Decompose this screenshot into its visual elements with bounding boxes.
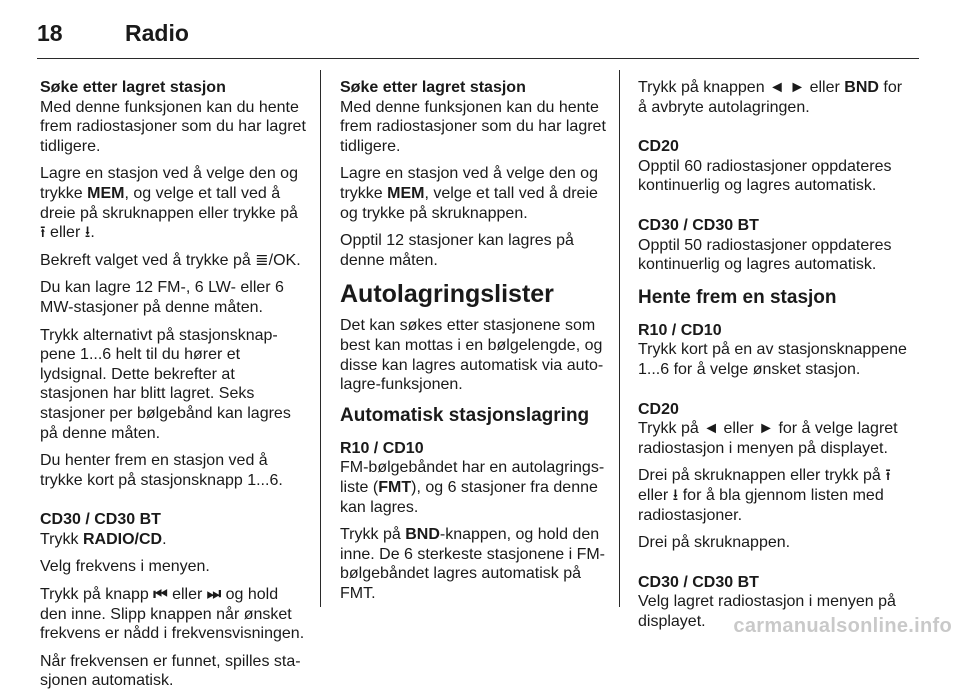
paragraph: Opptil 60 radiostasjoner oppdateres kontinuerlig og lagres automatisk. — [638, 157, 892, 195]
paragraph: Opptil 12 stasjoner kan lagres på denne måten. — [340, 232, 574, 269]
page-number: 18 — [37, 20, 63, 46]
subheading-cd30: CD30 / CD30 BT — [40, 511, 161, 529]
column-2 — [340, 78, 606, 611]
paragraph: Trykk på BND-knappen, og hold den inne. De 6 sterkeste stasjonene i FM-bølgebåndet lagres automatisk på FMT. — [340, 526, 606, 602]
seek-back-icon: ⏮ — [153, 586, 168, 604]
paragraph: Trykk kort på en av stasjonsknappene 1...6 for å velge ønsket stasjon. — [638, 341, 907, 378]
subheading-r10: R10 / CD10 — [340, 439, 424, 457]
header-rule — [37, 58, 919, 59]
paragraph: Trykk RADIO/CD. — [40, 530, 167, 548]
spacer — [638, 125, 908, 137]
fmt-label: FMT — [378, 478, 412, 496]
paragraph: Trykk alternativt på stasjonsknappene 1...6 helt til du hører et lydsignal. Dette bekrefter at stasjonen har blitt lagret. Seks stasjoner per bølgebånd kan lagres på denne måten. — [40, 326, 291, 442]
subheading-cd20: CD20 — [638, 138, 679, 156]
paragraph: Du kan lagre 12 FM-, 6 LW- eller 6 MW-stasjoner på denne måten. — [40, 279, 284, 316]
spacer — [638, 561, 908, 573]
spacer — [638, 388, 908, 400]
paragraph: Lagre en stasjon ved å velge den og trykke MEM, og velge et tall ved å dreie på skruknappen eller trykke på ⭱ eller ⭳. — [40, 165, 298, 242]
heading-recall-station: Hente frem en stasjon — [638, 286, 837, 308]
spacer — [40, 498, 306, 510]
paragraph: Med denne funksjonen kan du hente frem radiostasjoner som du har lagret tidligere. — [340, 98, 606, 155]
subheading-r10: R10 / CD10 — [638, 321, 722, 339]
paragraph: Drei på skruknappen. — [638, 534, 791, 552]
page-header — [37, 16, 917, 48]
paragraph: Det kan søkes etter stasjonene som best kan mottas i en bølgelengde, og disse kan lagres automatisk via autolagre-funksjonen. — [340, 317, 604, 394]
watermark: carmanualsonline.info — [733, 615, 952, 637]
paragraph: Når frekvensen er funnet, spilles stasjonen automatisk. — [40, 652, 301, 690]
column-divider-2 — [619, 70, 620, 607]
subheading-cd30: CD30 / CD30 BT — [638, 573, 759, 591]
heading-automatic-storing: Automatisk stasjonslagring — [340, 404, 590, 426]
mem-key-label: MEM — [87, 184, 125, 202]
subheading-cd30: CD30 / CD30 BT — [638, 216, 759, 234]
seek-forward-icon: ⏭ — [206, 586, 222, 604]
paragraph: FM-bølgebåndet har en autolagringsliste (FMT), og 6 stasjoner fra denne kan lagres. — [340, 459, 605, 516]
paragraph: Opptil 50 radiostasjoner oppdateres kontinuerlig og lagres automatisk. — [638, 236, 892, 274]
subheading-search-stored: Søke etter lagret stasjon — [40, 79, 226, 96]
radio-cd-key-label: RADIO/CD — [82, 530, 163, 548]
paragraph: Lagre en stasjon ved å velge den og trykke MEM, velge et tall ved å dreie og trykke på skruknappen. — [340, 165, 598, 222]
column-3 — [638, 78, 908, 639]
paragraph: Trykk på knapp ⏮ eller ⏭ og hold den inne. Slipp knappen når ønsket frekvens er nådd i frekvensvisningen. — [40, 586, 305, 643]
subheading-search-stored: Søke etter lagret stasjon — [340, 79, 526, 96]
paragraph: Med denne funksjonen kan du hente frem radiostasjoner som du har lagret tidligere. — [40, 98, 306, 155]
paragraph: Velg lagret radiostasjon i menyen på displayet. — [638, 593, 896, 630]
heading-autostore-lists: Autolagringslister — [340, 280, 554, 309]
paragraph: Du henter frem en stasjon ved å trykke kort på stasjonsknapp 1...6. — [40, 452, 283, 489]
paragraph: Trykk på knappen ◄ ► eller BND for å avbryte autolagringen. — [638, 79, 903, 116]
paragraph: Trykk på ◄ eller ► for å velge lagret radiostasjon i menyen på displayet. — [638, 420, 898, 457]
paragraph: Drei på skruknappen eller trykk på ⭱ eller ⭳ for å bla gjennom listen med radiostasjoner. — [638, 467, 891, 524]
paragraph: Velg frekvens i menyen. — [40, 558, 210, 576]
subheading-cd20: CD20 — [638, 400, 679, 418]
paragraph: Bekreft valget ved å trykke på ≣/OK. — [40, 251, 301, 269]
column-1 — [40, 78, 306, 699]
mem-key-label: MEM — [387, 184, 425, 202]
column-divider-1 — [320, 70, 321, 607]
bnd-key-label: BND — [405, 526, 440, 544]
bnd-key-label: BND — [844, 79, 879, 96]
spacer — [638, 204, 908, 216]
chapter-title: Radio — [125, 20, 189, 46]
